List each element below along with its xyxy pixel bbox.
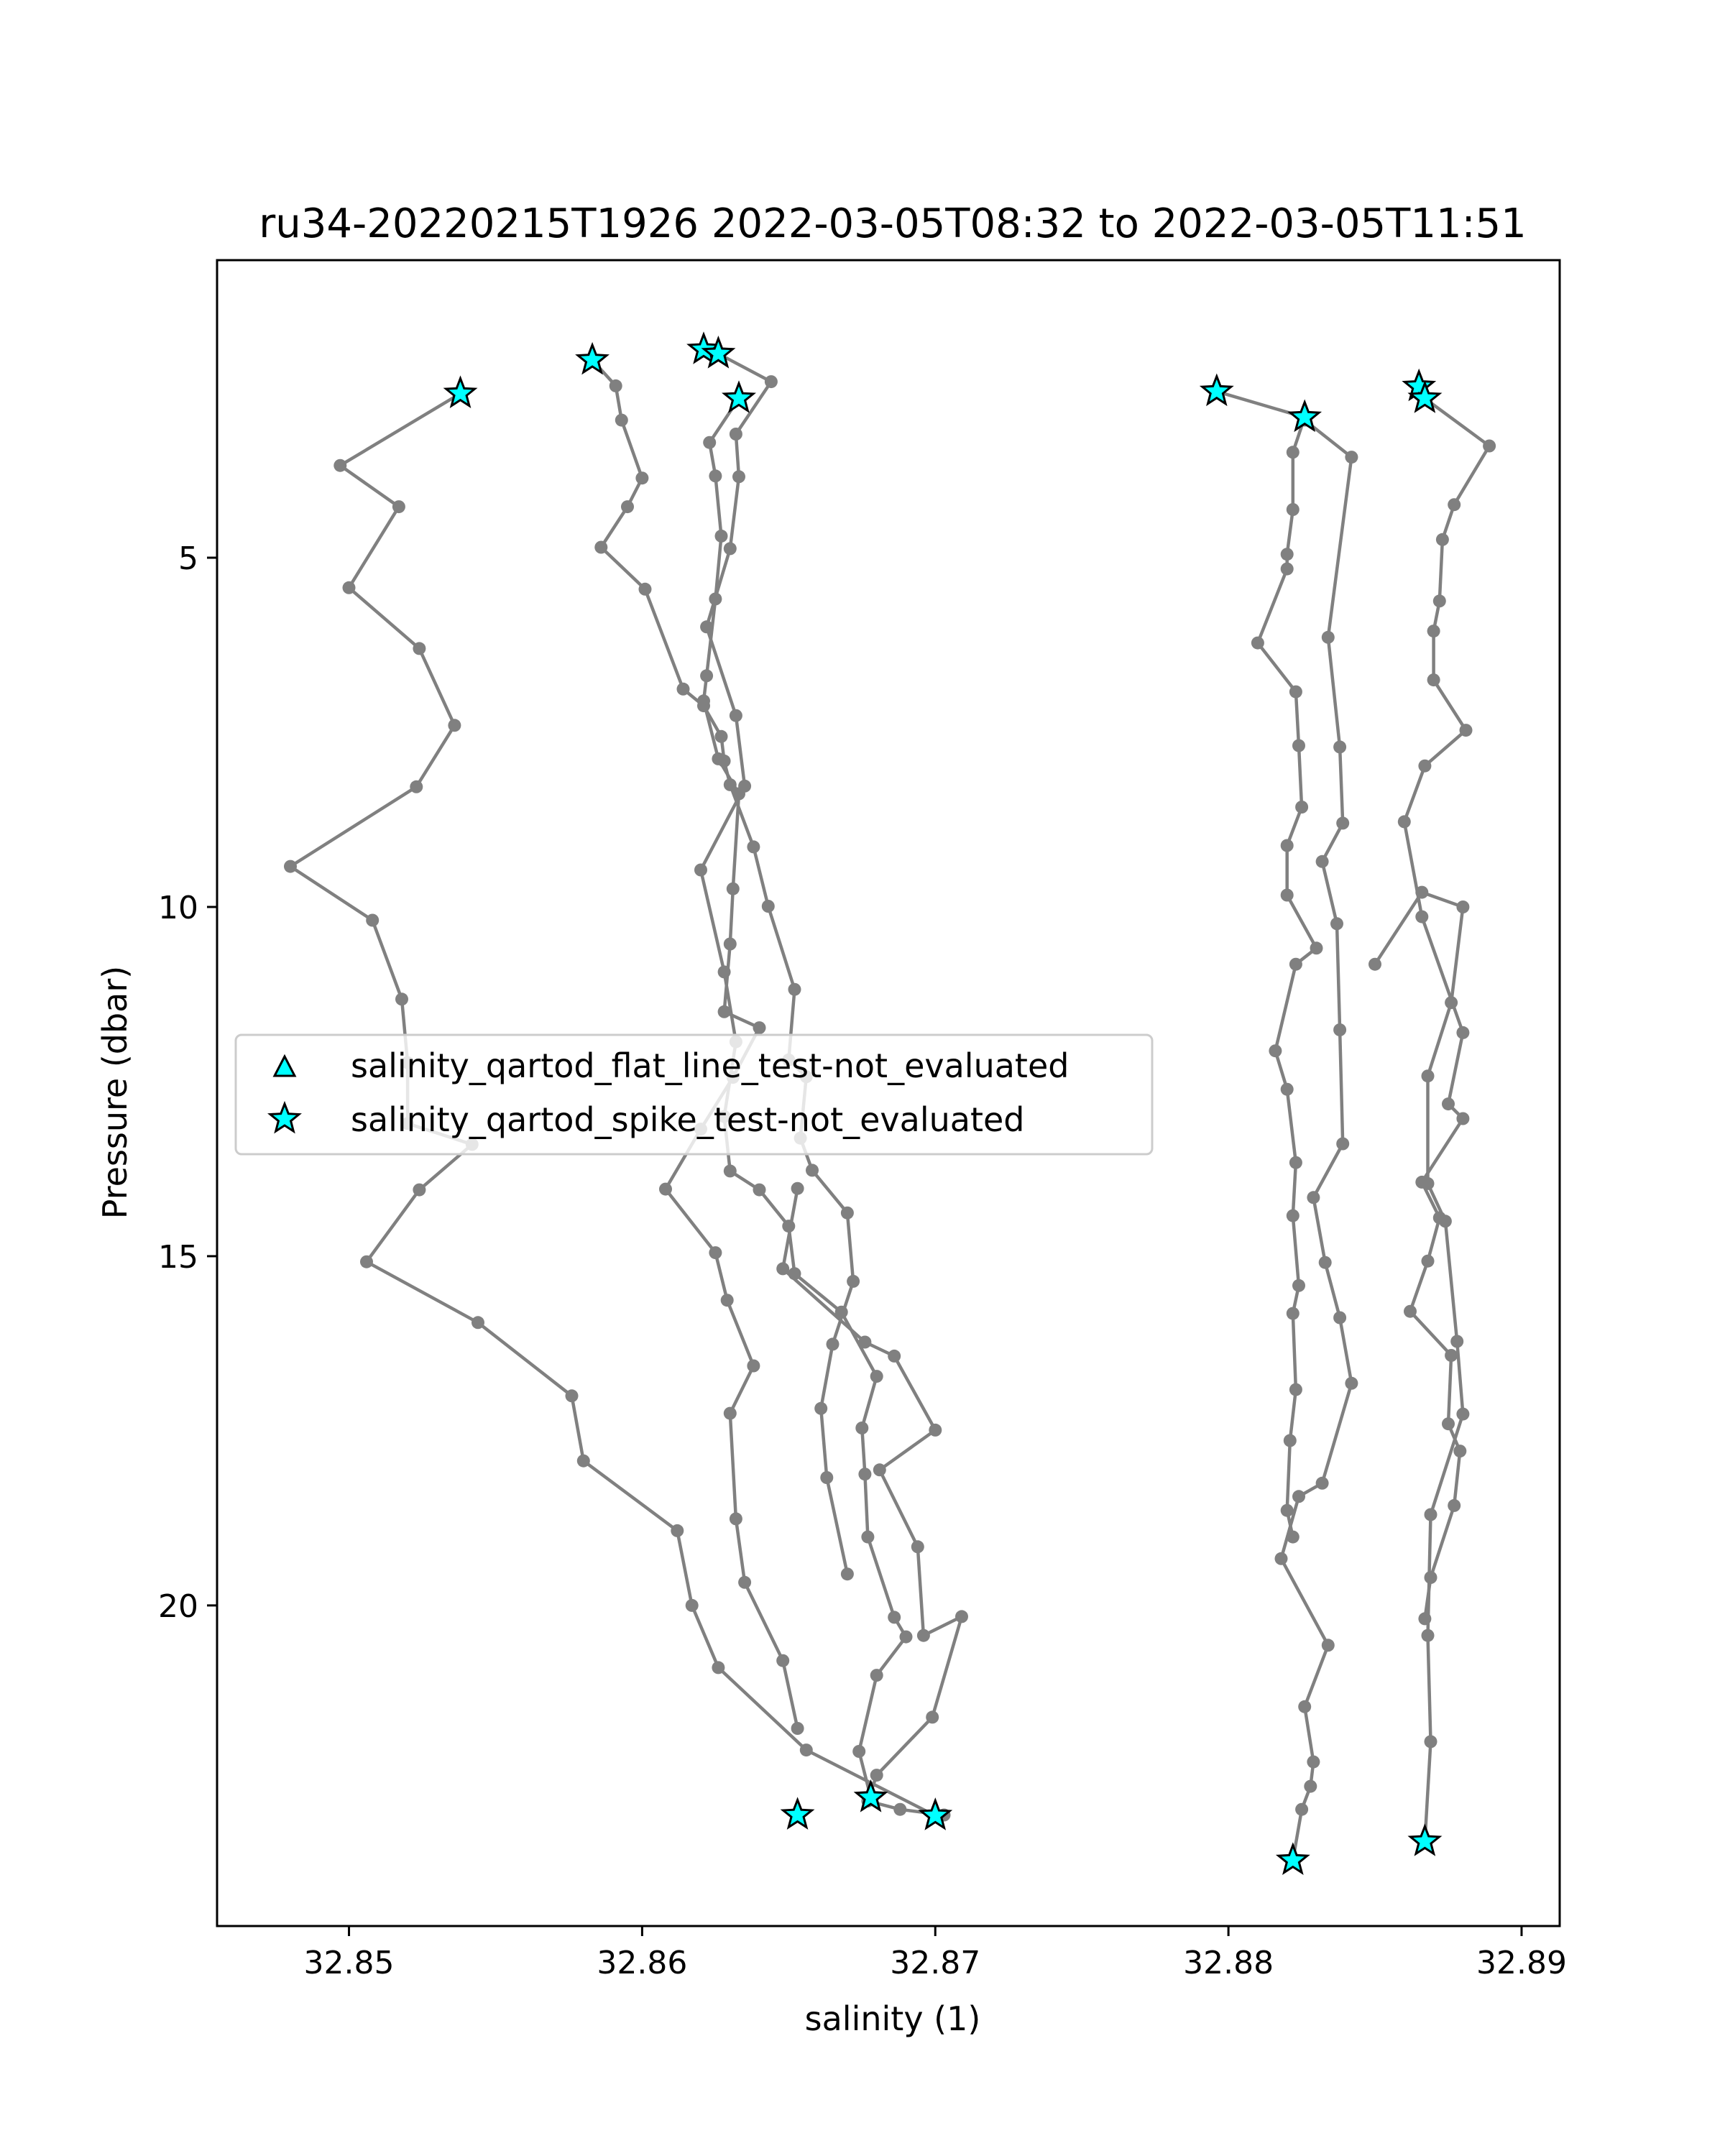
- data-point: [1281, 548, 1294, 561]
- data-point: [858, 1336, 871, 1349]
- data-point: [1281, 563, 1294, 576]
- data-point: [413, 642, 426, 655]
- data-point: [715, 730, 728, 743]
- data-point: [1333, 740, 1346, 753]
- legend: [236, 1035, 1152, 1154]
- data-point: [1439, 1215, 1452, 1227]
- data-point: [1275, 1552, 1288, 1565]
- data-point: [566, 1389, 579, 1402]
- data-point: [712, 752, 724, 765]
- data-point: [1310, 941, 1323, 954]
- data-point: [762, 900, 775, 913]
- data-point: [1345, 1377, 1358, 1390]
- data-point: [1398, 815, 1411, 828]
- data-point: [926, 1710, 939, 1723]
- data-point: [1368, 958, 1381, 971]
- data-point: [621, 500, 634, 513]
- data-point: [410, 780, 423, 793]
- data-point: [870, 1769, 883, 1782]
- data-point: [955, 1610, 968, 1623]
- data-point: [343, 581, 356, 594]
- data-point: [1289, 1383, 1302, 1396]
- data-point: [615, 414, 628, 427]
- data-point: [392, 500, 405, 513]
- data-point: [1295, 801, 1308, 814]
- data-point: [686, 1599, 699, 1612]
- data-point: [841, 1567, 854, 1580]
- data-point: [1456, 900, 1469, 913]
- data-point: [1322, 631, 1335, 644]
- data-point: [747, 840, 760, 853]
- data-point: [594, 541, 607, 554]
- data-point: [677, 683, 690, 696]
- data-point: [1330, 917, 1343, 930]
- data-point: [911, 1540, 924, 1553]
- data-point: [1418, 760, 1431, 773]
- data-point: [1284, 1434, 1297, 1447]
- data-point: [1287, 446, 1300, 459]
- data-point: [1415, 886, 1428, 899]
- data-point: [697, 694, 710, 707]
- data-point: [671, 1524, 684, 1537]
- data-point: [1292, 740, 1305, 752]
- data-point: [732, 470, 745, 483]
- data-point: [870, 1370, 883, 1383]
- data-point: [1345, 451, 1358, 464]
- data-point: [1336, 1138, 1349, 1151]
- data-point: [1295, 1803, 1308, 1816]
- data-point: [730, 709, 742, 722]
- data-point: [847, 1275, 860, 1288]
- data-point: [1292, 1279, 1305, 1292]
- data-point: [1289, 958, 1302, 971]
- data-point: [1427, 673, 1440, 686]
- data-point: [806, 1164, 819, 1176]
- data-point: [1336, 816, 1349, 829]
- data-point: [1422, 1255, 1435, 1268]
- data-point: [1316, 1477, 1329, 1490]
- data-point: [1427, 625, 1440, 637]
- data-point: [841, 1207, 854, 1220]
- data-point: [888, 1350, 901, 1363]
- data-point: [1281, 1083, 1294, 1096]
- data-point: [715, 530, 728, 543]
- data-point: [893, 1803, 906, 1816]
- data-point: [730, 1512, 742, 1525]
- data-point: [703, 436, 716, 449]
- data-point: [1456, 1408, 1469, 1421]
- data-point: [1281, 889, 1294, 902]
- data-point: [709, 592, 722, 605]
- data-point: [1287, 1210, 1300, 1222]
- data-point: [709, 469, 722, 482]
- data-point: [1460, 724, 1473, 737]
- data-point: [1307, 1191, 1320, 1204]
- data-point: [724, 542, 737, 555]
- data-point: [1415, 911, 1428, 923]
- data-point: [1433, 594, 1446, 607]
- data-point: [1450, 1335, 1463, 1348]
- data-point: [360, 1256, 373, 1268]
- data-point: [718, 1005, 731, 1018]
- data-point: [791, 1722, 804, 1735]
- data-point: [1289, 686, 1302, 699]
- data-point: [413, 1184, 426, 1197]
- data-point: [776, 1262, 789, 1275]
- data-point: [1287, 1307, 1300, 1320]
- data-point: [727, 883, 740, 895]
- data-point: [1436, 533, 1449, 546]
- data-point: [724, 1164, 737, 1177]
- data-point: [1442, 1417, 1455, 1430]
- data-point: [765, 375, 778, 388]
- data-point: [577, 1455, 590, 1468]
- data-point: [791, 1182, 804, 1195]
- data-point: [1292, 1490, 1305, 1503]
- data-point: [1304, 1780, 1317, 1793]
- data-point: [1333, 1023, 1346, 1036]
- legend-label-spike: salinity_qartod_spike_test-not_evaluated: [351, 1100, 1025, 1139]
- x-tick-label: 32.85: [303, 1945, 395, 1981]
- y-tick-label: 5: [178, 540, 198, 578]
- data-point: [448, 719, 461, 732]
- data-point: [724, 1407, 737, 1420]
- data-point: [820, 1471, 833, 1484]
- data-point: [873, 1463, 886, 1476]
- data-point: [900, 1631, 913, 1644]
- data-point: [1453, 1445, 1466, 1457]
- x-axis-label: salinity (1): [804, 1999, 981, 2038]
- data-point: [1456, 1112, 1469, 1125]
- y-tick-label: 20: [158, 1588, 198, 1625]
- data-point: [694, 864, 707, 877]
- x-tick-label: 32.88: [1183, 1945, 1274, 1981]
- data-point: [747, 1360, 760, 1373]
- data-point: [800, 1743, 813, 1756]
- data-point: [472, 1316, 484, 1329]
- data-point: [855, 1422, 868, 1434]
- data-point: [852, 1745, 865, 1758]
- data-point: [738, 1576, 751, 1589]
- data-point: [366, 914, 379, 927]
- data-point: [1422, 1177, 1435, 1190]
- data-point: [776, 1654, 789, 1667]
- legend-label-flat-line: salinity_qartod_flat_line_test-not_evaluated: [351, 1046, 1070, 1085]
- data-point: [639, 583, 652, 596]
- y-tick-label: 10: [158, 889, 198, 926]
- data-point: [284, 860, 297, 873]
- data-point: [1448, 1499, 1460, 1512]
- data-point: [334, 459, 346, 472]
- data-point: [753, 1021, 766, 1034]
- data-point: [1445, 996, 1458, 1009]
- data-point: [888, 1611, 901, 1623]
- data-point: [1281, 1504, 1294, 1517]
- chart-title: ru34-20220215T1926 2022-03-05T08:32 to 2022-03-05T11:51: [259, 201, 1527, 247]
- data-point: [788, 983, 801, 996]
- data-point: [730, 428, 742, 441]
- data-point: [858, 1468, 871, 1480]
- data-point: [712, 1661, 724, 1674]
- data-point: [659, 1183, 672, 1196]
- data-point: [1319, 1256, 1332, 1269]
- data-point: [1422, 1069, 1435, 1082]
- data-point: [1425, 1508, 1438, 1521]
- y-axis-label: Pressure (dbar): [96, 965, 134, 1220]
- data-point: [1448, 498, 1460, 511]
- data-point: [1333, 1312, 1346, 1325]
- data-point: [1307, 1756, 1320, 1769]
- x-tick-label: 32.87: [890, 1945, 981, 1981]
- data-point: [1445, 1349, 1458, 1362]
- data-point: [1483, 440, 1496, 453]
- data-point: [1269, 1044, 1282, 1057]
- data-point: [721, 1294, 734, 1307]
- data-point: [870, 1669, 883, 1682]
- data-point: [1425, 1735, 1438, 1748]
- data-point: [1422, 1629, 1435, 1642]
- data-point: [395, 992, 408, 1005]
- data-point: [1322, 1639, 1335, 1651]
- data-point: [700, 669, 713, 682]
- data-point: [1316, 855, 1329, 868]
- data-point: [929, 1424, 942, 1437]
- data-point: [635, 471, 648, 484]
- y-tick-label: 15: [158, 1238, 198, 1276]
- data-point: [827, 1337, 840, 1350]
- data-point: [1251, 637, 1264, 650]
- x-tick-label: 32.86: [597, 1945, 688, 1981]
- data-point: [1404, 1305, 1417, 1318]
- data-point: [732, 788, 745, 801]
- data-point: [861, 1531, 874, 1544]
- data-point: [814, 1402, 827, 1415]
- data-point: [724, 938, 737, 951]
- data-point: [1298, 1700, 1311, 1713]
- data-point: [1442, 1097, 1455, 1110]
- data-point: [753, 1184, 766, 1197]
- data-point: [1456, 1026, 1469, 1039]
- data-point: [1281, 839, 1294, 852]
- x-tick-label: 32.89: [1476, 1945, 1567, 1981]
- data-point: [1287, 503, 1300, 516]
- data-point: [709, 1246, 722, 1259]
- data-point: [610, 379, 622, 392]
- data-point: [917, 1629, 930, 1642]
- data-point: [1289, 1156, 1302, 1169]
